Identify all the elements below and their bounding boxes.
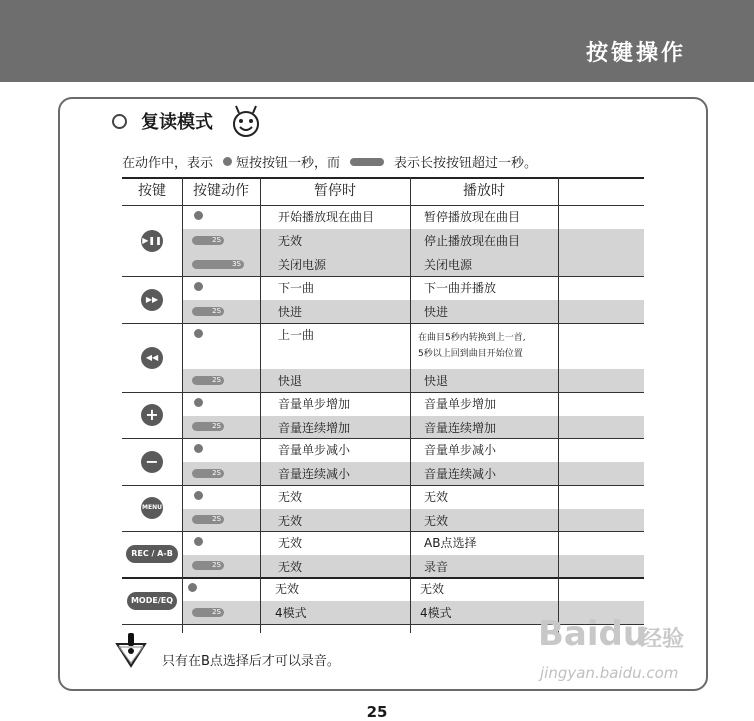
- long-press-bar: 2S: [192, 422, 224, 431]
- long-press-bar: 3S: [192, 260, 244, 269]
- table-row: [182, 392, 644, 416]
- short-press-dot-icon: [194, 537, 203, 546]
- col-divider: [410, 177, 411, 633]
- table-row: [182, 369, 644, 392]
- play-cell: 关闭电源: [424, 258, 473, 272]
- col-divider: [182, 177, 183, 633]
- short-press-dot-icon: [194, 398, 203, 407]
- play-cell: 快退: [424, 374, 449, 388]
- pause-cell: 快进: [278, 305, 303, 319]
- play-cell: 音量单步减小: [424, 443, 497, 457]
- table-row: [182, 531, 644, 555]
- pause-cell: 无效: [278, 514, 303, 528]
- bullet-ring-icon: [112, 114, 127, 129]
- table-row: [182, 229, 644, 253]
- mascot-icon: [230, 104, 262, 138]
- col-divider: [260, 177, 261, 633]
- play-cell-line1: 在曲目5秒内转换到上一首,: [418, 333, 526, 343]
- prev-key-icon: ◀◀: [141, 347, 163, 369]
- table-row: [182, 205, 644, 229]
- legend-text-2: 短按按钮一秒，而: [236, 156, 341, 171]
- play-cell: AB点选择: [424, 536, 477, 550]
- pause-cell: 关闭电源: [278, 258, 327, 272]
- watermark-url: jingyan.baidu.com: [540, 664, 679, 682]
- header-play: 播放时: [463, 183, 505, 199]
- legend-text-3: 表示长按按钮超过一秒。: [394, 156, 538, 171]
- long-press-bar-icon: [350, 158, 384, 166]
- key-function-table: [122, 177, 644, 633]
- long-press-bar: 2S: [192, 469, 224, 478]
- play-cell: 无效: [424, 514, 449, 528]
- pause-cell: 下一曲: [278, 281, 315, 295]
- table-row: [182, 253, 644, 276]
- play-cell: 录音: [424, 560, 449, 574]
- next-key-icon: ▶▶: [141, 289, 163, 311]
- pause-cell: 快退: [278, 374, 303, 388]
- long-press-bar: 2S: [192, 608, 224, 617]
- short-press-dot-icon: [223, 157, 232, 166]
- play-cell: 快进: [424, 305, 449, 319]
- menu-key-icon: MENU: [141, 497, 163, 519]
- pause-cell: 音量单步减小: [278, 443, 351, 457]
- header-key: 按键: [138, 183, 166, 199]
- table-row: [182, 509, 644, 531]
- play-cell: 无效: [424, 490, 449, 504]
- table-row: [182, 438, 644, 462]
- short-press-dot-icon: [194, 329, 203, 338]
- long-press-bar: 2S: [192, 515, 224, 524]
- header-action: 按键动作: [193, 183, 249, 199]
- table-row: [182, 462, 644, 485]
- header-bar: [0, 0, 754, 82]
- pause-cell: 无效: [278, 536, 303, 550]
- long-press-bar: 2S: [192, 376, 224, 385]
- pause-cell: 无效: [278, 490, 303, 504]
- page-number: 25: [366, 703, 388, 721]
- long-press-bar: 2S: [192, 561, 224, 570]
- pause-cell: 无效: [275, 582, 300, 596]
- table-top-border: [122, 177, 644, 179]
- pause-cell: 开始播放现在曲目: [278, 210, 375, 224]
- play-cell-line2: 5秒以上回到曲目开始位置: [418, 349, 523, 359]
- short-press-dot-icon: [188, 583, 197, 592]
- pause-cell: 无效: [278, 234, 303, 248]
- page-header-title: 按键操作: [585, 41, 686, 66]
- header-pause: 暂停时: [314, 183, 356, 199]
- rec-ab-key-icon: REC / A-B: [126, 545, 178, 563]
- short-press-dot-icon: [194, 211, 203, 220]
- watermark-jingyan: 经验: [640, 627, 685, 652]
- table-row: [182, 555, 644, 577]
- table-row: [182, 276, 644, 300]
- section-title: 复读模式: [141, 112, 213, 133]
- play-cell: 停止播放现在曲目: [424, 234, 521, 248]
- play-cell: 无效: [420, 582, 445, 596]
- short-press-dot-icon: [194, 282, 203, 291]
- pause-cell: 音量单步增加: [278, 397, 351, 411]
- play-cell: 暂停播放现在曲目: [424, 210, 521, 224]
- mode-eq-key-icon: MODE/EQ: [127, 592, 177, 610]
- play-cell: 下一曲并播放: [424, 281, 497, 295]
- footnote: 只有在B点选择后才可以录音。: [162, 654, 340, 669]
- short-press-dot-icon: [194, 491, 203, 500]
- col-divider: [558, 177, 559, 633]
- play-cell: 音量连续减小: [424, 467, 497, 481]
- long-press-bar: 2S: [192, 236, 224, 245]
- short-press-dot-icon: [194, 444, 203, 453]
- pause-cell: 4模式: [275, 606, 307, 620]
- play-cell: 音量连续增加: [424, 421, 497, 435]
- legend-line: [122, 152, 537, 171]
- minus-key-icon: −: [141, 451, 163, 473]
- table-row: [182, 323, 644, 369]
- pause-cell: 音量连续增加: [278, 421, 351, 435]
- pause-cell: 无效: [278, 560, 303, 574]
- table-row: [182, 416, 644, 438]
- section-heading: [112, 108, 213, 134]
- table-row: [182, 485, 644, 509]
- play-cell: 4模式: [420, 606, 452, 620]
- plus-key-icon: +: [141, 404, 163, 426]
- watermark-brand: Baidu: [538, 614, 648, 654]
- play-cell: 音量单步增加: [424, 397, 497, 411]
- pause-cell: 上一曲: [278, 328, 315, 342]
- pause-cell: 音量连续减小: [278, 467, 351, 481]
- table-row: [182, 300, 644, 323]
- watermark: [534, 608, 704, 690]
- warning-icon: [115, 632, 147, 668]
- play-pause-key-icon: ▶❚❚: [141, 230, 163, 252]
- table-row: [182, 577, 644, 601]
- long-press-bar: 2S: [192, 307, 224, 316]
- legend-text-1: 在动作中，表示: [122, 156, 214, 171]
